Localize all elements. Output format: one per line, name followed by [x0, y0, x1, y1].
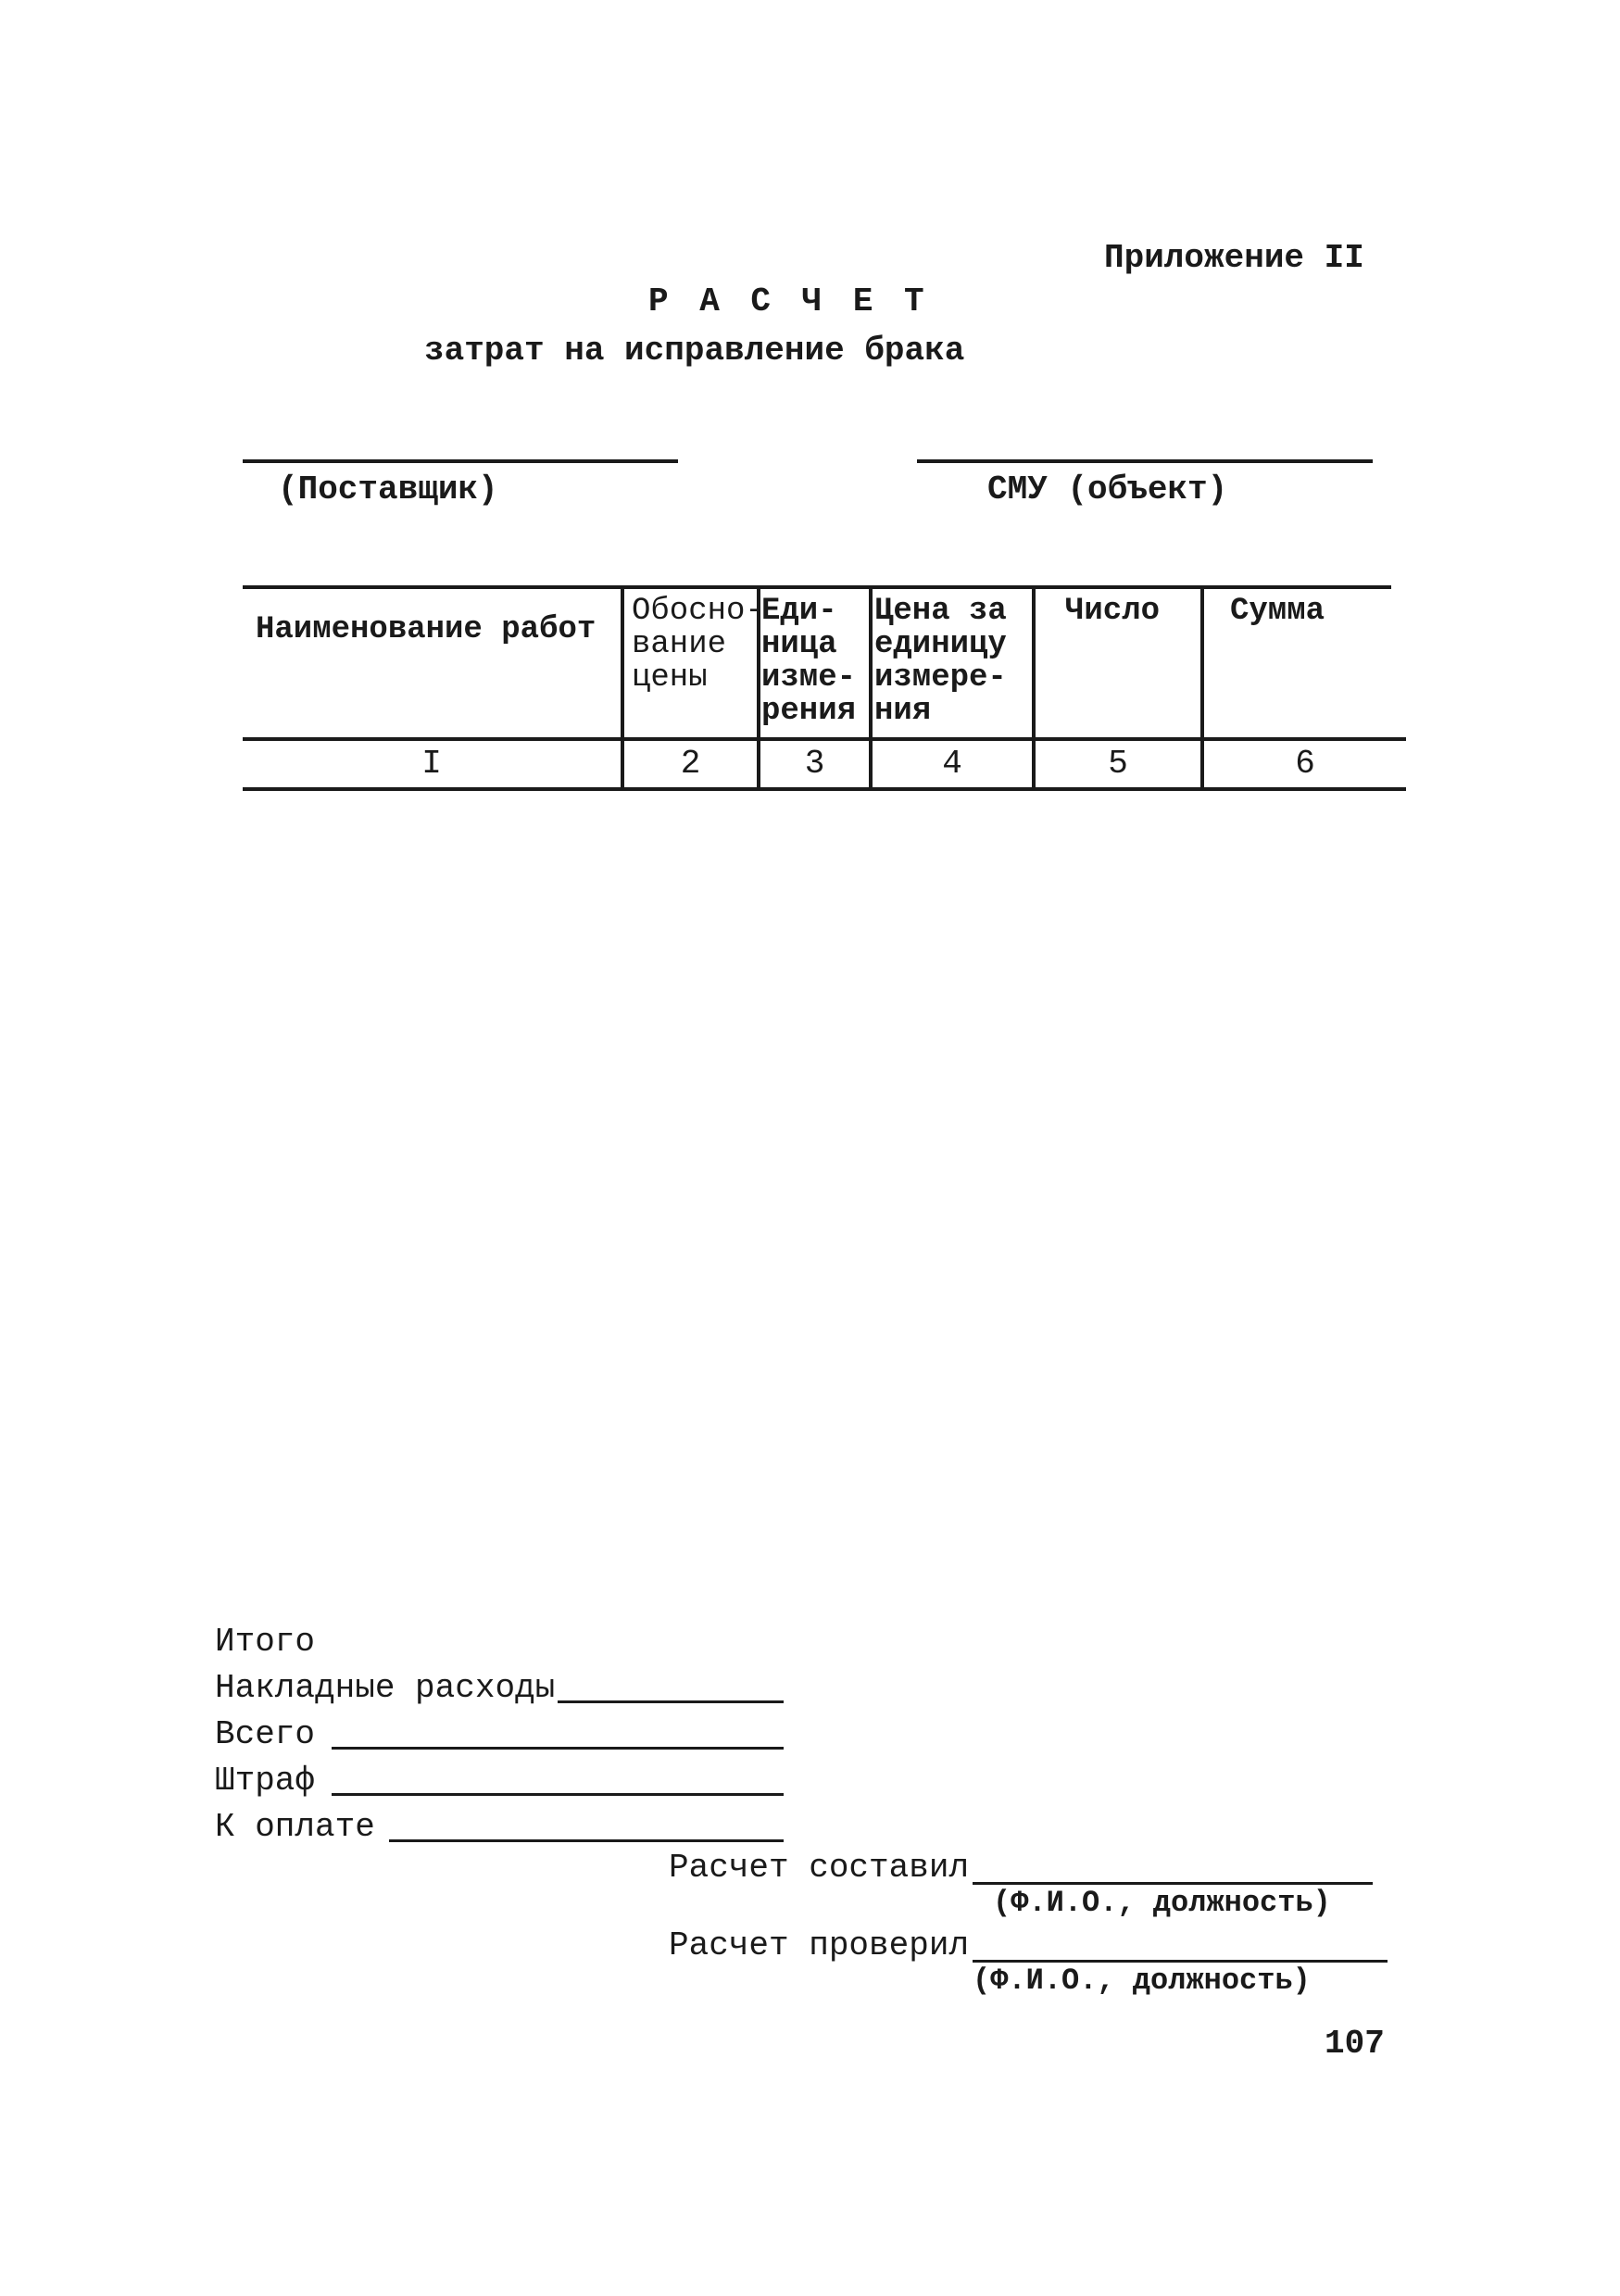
column-number: 4	[942, 745, 962, 783]
column-number: 6	[1295, 745, 1315, 783]
fine-line	[332, 1793, 784, 1796]
column-header-sum: Сумма	[1230, 594, 1325, 629]
document-title: Р А С Ч Е Т	[648, 282, 930, 320]
grand-total-label: Всего	[215, 1715, 316, 1753]
appendix-label: Приложение II	[1104, 239, 1364, 277]
column-number: 2	[680, 745, 701, 783]
column-header-work-name: Наименование работ	[256, 612, 597, 647]
fine-label: Штраф	[215, 1762, 316, 1800]
checked-by-label: Расчет проверил	[669, 1926, 970, 1964]
contractor-caption: СМУ (объект)	[987, 470, 1228, 508]
grand-total-line	[332, 1747, 784, 1750]
column-number: 5	[1108, 745, 1128, 783]
column-header-unit-price: Цена за единицу измере- ния	[874, 594, 1007, 729]
table-top-border	[243, 585, 1391, 589]
table-header-border	[243, 737, 1406, 741]
compiled-by-label: Расчет составил	[669, 1849, 970, 1887]
table-bottom-border	[243, 787, 1406, 791]
to-pay-label: К оплате	[215, 1808, 375, 1846]
to-pay-line	[389, 1839, 784, 1842]
checked-by-line	[973, 1960, 1388, 1963]
column-header-price-justification: Обосно- вание цены	[632, 594, 764, 696]
supplier-caption: (Поставщик)	[278, 470, 498, 508]
compiled-by-caption: (Ф.И.О., должность)	[993, 1886, 1331, 1920]
compiled-by-line	[973, 1882, 1373, 1885]
document-subtitle: затрат на исправление брака	[424, 332, 965, 370]
total-label: Итого	[215, 1623, 316, 1661]
contractor-line	[917, 459, 1373, 463]
column-number: I	[421, 745, 442, 783]
column-header-quantity: Число	[1065, 594, 1161, 629]
checked-by-caption: (Ф.И.О., должность)	[973, 1964, 1311, 1998]
overhead-label: Накладные расходы	[215, 1669, 556, 1707]
column-header-unit: Еди- ница изме- рения	[761, 594, 857, 729]
overhead-line	[558, 1700, 784, 1703]
column-number: 3	[804, 745, 825, 783]
supplier-line	[243, 459, 678, 463]
page-number: 107	[1325, 2025, 1385, 2063]
